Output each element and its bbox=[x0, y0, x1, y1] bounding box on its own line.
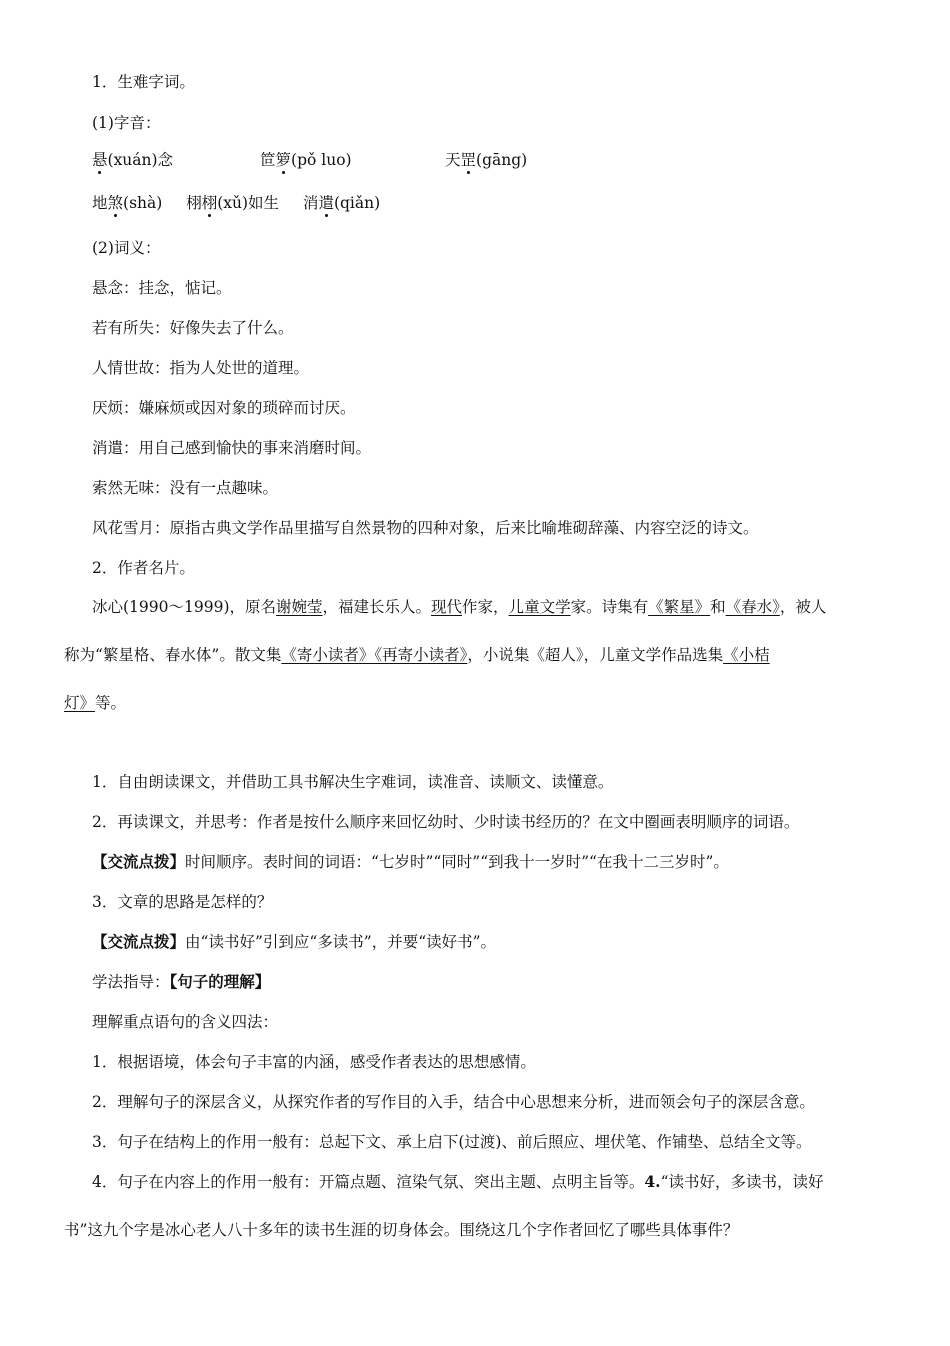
method-2: 2．理解句子的深层含义，从探究作者的写作目的入手，结合中心思想来分析，进而领会句子的深层含意。 bbox=[92, 1093, 815, 1111]
question-1: 1．自由朗读课文，并借助工具书解决生字难词，读准音、读顺文、读懂意。 bbox=[92, 773, 614, 791]
pronunciation-row-2 bbox=[92, 193, 380, 213]
pron-item: 地煞(shà) bbox=[92, 194, 163, 212]
author-bio-line-1: 冰心(1990～1999)，原名谢婉莹，福建长乐人。现代作家，儿童文学家。诗集有《繁星》和《春水》，被人 bbox=[92, 598, 827, 616]
meaning-heading: (2)词义： bbox=[92, 239, 161, 257]
method-guide: 学法指导：【句子的理解】 bbox=[92, 972, 271, 991]
pronunciation-row-1 bbox=[92, 150, 173, 170]
question-2: 2．再读课文，并思考：作者是按什么顺序来回忆幼时、少时读书经历的？在文中圈画表明顺序的词语。 bbox=[92, 813, 800, 831]
vocab-title: 1．生难字词。 bbox=[92, 73, 195, 91]
method-3: 3．句子在结构上的作用一般有：总起下文、承上启下(过渡)、前后照应、埋伏笔、作铺垫、总结全文等。 bbox=[92, 1133, 812, 1151]
author-bio-line-3: 灯》等。 bbox=[64, 694, 127, 712]
author-card-title: 2．作者名片。 bbox=[92, 559, 195, 577]
question-4-continued: 书”这九个字是冰心老人八十多年的读书生涯的切身体会。围绕这几个字作者回忆了哪些具体事件？ bbox=[64, 1221, 739, 1239]
answer-3: 【交流点拨】由“读书好”引到应“多读书”，并要“读好书”。 bbox=[92, 932, 497, 951]
pron-item: 笸箩(pǒ luo) bbox=[260, 151, 352, 169]
meaning-item: 人情世故：指为人处世的道理。 bbox=[92, 359, 310, 377]
pronunciation-row-1b bbox=[260, 150, 352, 170]
pron-item: 悬(xuán)念 bbox=[92, 151, 174, 169]
methods-heading: 理解重点语句的含义四法： bbox=[92, 1013, 279, 1031]
pron-item: 栩栩(xǔ)如生 bbox=[186, 194, 280, 212]
pronunciation-row-1c bbox=[445, 150, 527, 170]
pron-item: 消遣(qiǎn) bbox=[302, 194, 381, 212]
method-1: 1．根据语境，体会句子丰富的内涵，感受作者表达的思想感情。 bbox=[92, 1053, 536, 1071]
meaning-item: 风花雪月：原指古典文学作品里描写自然景物的四种对象，后来比喻堆砌辞藻、内容空泛的诗文。 bbox=[92, 519, 759, 537]
meaning-item: 消遣：用自己感到愉快的事来消磨时间。 bbox=[92, 439, 372, 457]
pron-item: 天罡(gāng) bbox=[445, 151, 528, 169]
meaning-item: 索然无味：没有一点趣味。 bbox=[92, 479, 279, 497]
method-4: 4．句子在内容上的作用一般有：开篇点题、渲染气氛、突出主题、点明主旨等。4.“读书好，多读书，读好 bbox=[92, 1172, 824, 1191]
question-3: 3．文章的思路是怎样的？ bbox=[92, 893, 273, 911]
pronunciation-heading: (1)字音： bbox=[92, 114, 161, 132]
meaning-item: 厌烦：嫌麻烦或因对象的琐碎而讨厌。 bbox=[92, 399, 356, 417]
meaning-item: 若有所失：好像失去了什么。 bbox=[92, 319, 294, 337]
answer-2: 【交流点拨】时间顺序。表时间的词语：“七岁时”“同时”“到我十一岁时”“在我十二三岁时”。 bbox=[92, 852, 729, 871]
meaning-item: 悬念：挂念，惦记。 bbox=[92, 279, 232, 297]
author-bio-line-2: 称为“繁星格、春水体”。散文集《寄小读者》《再寄小读者》，小说集《超人》，儿童文学作品选集《小桔 bbox=[64, 646, 770, 664]
